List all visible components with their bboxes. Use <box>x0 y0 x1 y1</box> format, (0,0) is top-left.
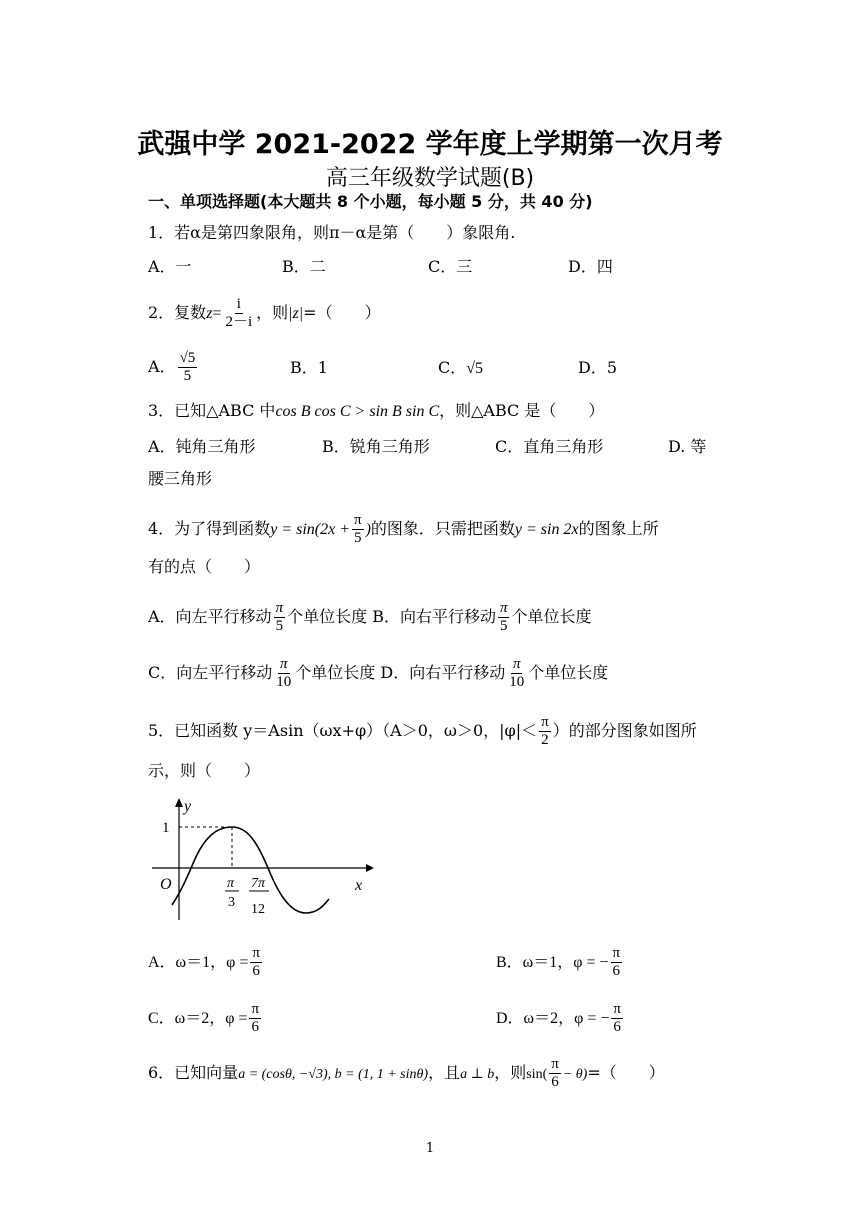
q2-option-c: C．√5 <box>438 358 484 377</box>
question-5-stem: 5．已知函数 y＝Asin（ωx+φ）（A＞0，ω＞0，|φ|＜ $\frac{\pi}{2}$ ）的部分图象如图所 <box>148 714 697 748</box>
x-tick-7pi-12-den: 12 <box>251 902 265 917</box>
x-tick-pi-3-num: π <box>227 876 235 891</box>
q2-text: =（ ） <box>303 303 381 322</box>
y-axis-arrow <box>175 798 183 807</box>
q2-option-b: B．1 <box>290 358 328 377</box>
q4-option-b: B．向右平行移动 $\frac{\pi}{5}$ 个单位长度 <box>372 600 592 634</box>
question-4-stem: 4．为了得到函数y = sin(2x + $\frac{\pi}{5}$ )的图象．只需把函数y = sin 2x的图象上所 <box>148 512 659 546</box>
q2-z: z <box>206 305 213 322</box>
q3-option-a: A．钝角三角形 <box>148 437 256 456</box>
exam-subtitle: 高三年级数学试题(B) <box>325 166 535 191</box>
q1-option-d: D．四 <box>568 257 613 276</box>
y-axis-label: y <box>184 798 192 815</box>
question-3-stem: 3．已知△ABC 中cos B cos C > sin B sin C，则△ABC 是（ ） <box>148 401 605 420</box>
q2-eq: = <box>212 305 222 322</box>
q3-expression: cos B cos C > sin B sin C <box>275 403 440 420</box>
q4-option-d: D．向右平行移动 $\frac{\pi}{10}$ 个单位长度 <box>380 656 609 690</box>
q2-option-d: D．5 <box>578 358 618 377</box>
x-tick-7pi-12-num: 7π <box>251 876 266 891</box>
x-axis-arrow <box>366 864 374 872</box>
q4-options-cd <box>148 656 608 691</box>
exam-title: 武强中学 2021-2022 学年度上学期第一次月考 <box>137 129 723 160</box>
y-tick-1: 1 <box>162 820 170 836</box>
sine-graph <box>148 795 378 925</box>
q1-option-c: C．三 <box>428 257 473 276</box>
q5-option-c: C．ω＝2，φ = $\frac{\pi}{6}$ <box>148 1001 260 1035</box>
question-4-stem-wrap: 有的点（ ） <box>148 557 261 576</box>
q3-option-d-wrap: 腰三角形 <box>148 469 213 488</box>
q3-option-d: D. 等 <box>668 437 707 456</box>
q4-options-ab <box>148 600 591 635</box>
q1-option-a: A．一 <box>148 257 192 276</box>
q6-perpendicular: a ⊥ b <box>460 1067 495 1082</box>
sine-curve <box>172 827 329 913</box>
q5-option-b: B．ω＝1，φ = − $\frac{\pi}{6}$ <box>496 945 621 979</box>
page-number: 1 <box>425 1141 435 1156</box>
q1-option-b: B．二 <box>282 257 326 276</box>
q6-vectors: a = (cosθ, −√3), b = (1, 1 + sinθ) <box>238 1067 429 1082</box>
q4-option-a: A．向左平行移动 $\frac{\pi}{5}$ 个单位长度 <box>148 600 368 634</box>
q3-option-c: C．直角三角形 <box>495 437 604 456</box>
question-6-stem: 6．已知向量a = (cosθ, −√3), b = (1, 1 + sinθ)，且a ⊥ b，则sin( $\frac{\pi}{6}$ − θ)=（ ） <box>148 1056 665 1090</box>
q2-text: ，则 <box>256 303 289 322</box>
q4-option-c: C．向左平行移动 $\frac{\pi}{10}$ 个单位长度 <box>148 656 376 690</box>
question-2-stem <box>148 296 381 331</box>
q2-option-a: A． $\frac{√5}{5}$ <box>148 350 196 384</box>
x-axis-label: x <box>355 877 363 894</box>
q2-abs: |z| <box>288 305 304 322</box>
question-5-stem-wrap: 示，则（ ） <box>148 761 261 780</box>
origin-label: O <box>160 876 172 893</box>
section-heading: 一、单项选择题(本大题共 8 个小题，每小题 5 分，共 40 分) <box>148 192 593 211</box>
x-tick-pi-3-den: 3 <box>228 895 235 910</box>
q5-option-a: A．ω＝1，φ = $\frac{\pi}{6}$ <box>148 945 260 979</box>
q5-option-d: D．ω＝2，φ = − $\frac{\pi}{6}$ <box>496 1001 621 1035</box>
q2-fraction: $\frac{i}{2-i}$ <box>225 296 253 330</box>
question-1-stem: 1．若α是第四象限角，则π－α是第（ ）象限角. <box>148 223 516 242</box>
q3-option-b: B．锐角三角形 <box>322 437 430 456</box>
q2-text: 2．复数 <box>148 303 207 322</box>
